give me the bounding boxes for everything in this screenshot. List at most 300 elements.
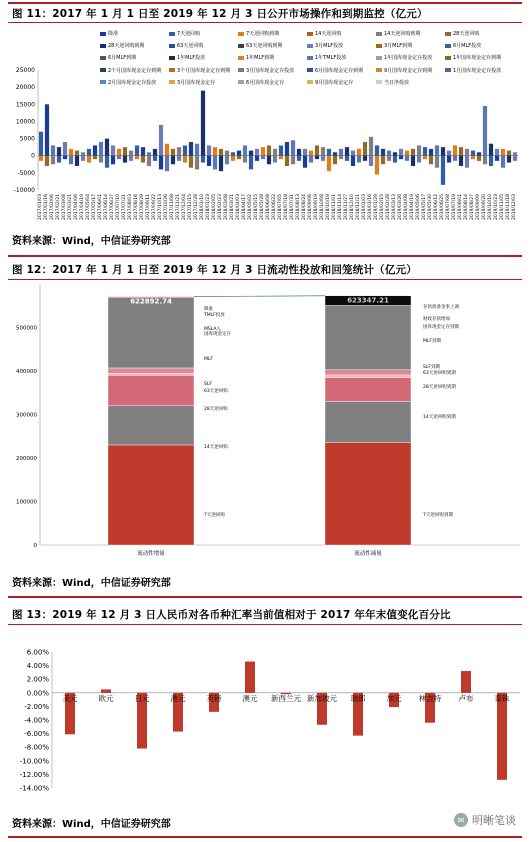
stack-segment bbox=[108, 297, 194, 367]
bar-positive bbox=[279, 145, 283, 155]
bar-negative bbox=[381, 156, 385, 165]
bar-negative bbox=[435, 156, 439, 168]
x-tick-label: 2017/05/17 bbox=[92, 194, 97, 220]
x-tick-label: 2018/05/02 bbox=[248, 194, 253, 220]
legend-label: 1年MLF到期 bbox=[246, 55, 275, 62]
legend-label: 3月国库现金定存投放 bbox=[246, 67, 295, 74]
fig11-source: 资料来源：Wind，中信证券研究部 bbox=[12, 236, 171, 247]
bar-negative bbox=[231, 156, 235, 161]
bar-positive bbox=[207, 145, 211, 155]
y-tick-label: -8.00% bbox=[24, 743, 49, 752]
fig13-bottom-rule bbox=[8, 836, 522, 838]
bar-positive bbox=[81, 152, 85, 155]
bar-positive bbox=[99, 142, 103, 156]
bar-positive bbox=[285, 142, 289, 156]
bar-negative bbox=[339, 156, 343, 159]
x-tick-label: 2018/01/23 bbox=[206, 194, 211, 220]
bar-negative bbox=[351, 156, 355, 166]
bar-positive bbox=[315, 145, 319, 155]
x-tick-label: 2019/11/18 bbox=[506, 194, 511, 220]
bar-negative bbox=[285, 156, 289, 166]
x-tick-label: 2019/08/27 bbox=[470, 194, 475, 220]
legend-label: 1年国库现金定存到期 bbox=[453, 55, 502, 62]
bar-positive bbox=[123, 147, 127, 156]
stack-segment bbox=[325, 375, 411, 378]
legend-label: 6月MLF到期 bbox=[108, 55, 137, 62]
bar-negative bbox=[39, 156, 43, 161]
x-tick-label: 2018/07/05 bbox=[278, 194, 283, 220]
x-category-label: 泰铢 bbox=[494, 693, 510, 703]
x-tick-label: 2019/01/03 bbox=[362, 194, 367, 220]
bar-positive bbox=[327, 149, 331, 156]
bar-negative bbox=[165, 156, 169, 171]
x-tick-label: 2017/01/16 bbox=[44, 194, 49, 220]
bar-positive bbox=[339, 149, 343, 156]
bar-negative bbox=[225, 156, 229, 165]
x-tick-label: 2019/06/12 bbox=[434, 194, 439, 220]
bar-negative bbox=[261, 156, 265, 159]
x-tick-label: 2019/12/03 bbox=[512, 194, 517, 220]
x-tick-label: 2017/08/03 bbox=[128, 194, 133, 220]
bar-negative bbox=[363, 156, 367, 161]
bar-negative bbox=[273, 156, 277, 163]
x-tick-label: 2018/11/14 bbox=[338, 194, 343, 220]
fig13-title: 图 13：2019 年 12 月 3 日人民币对各币种汇率当前值相对于 2017 年年末值变化百分比 bbox=[12, 609, 451, 621]
bar-positive bbox=[93, 145, 97, 155]
legend-label: 降准 bbox=[108, 31, 119, 37]
bar-positive bbox=[105, 139, 109, 156]
y-tick-label: 25000 bbox=[15, 67, 35, 74]
x-tick-label: 2018/10/19 bbox=[326, 194, 331, 220]
stack-segment bbox=[325, 401, 411, 442]
legend-label: 28天逆回购到期 bbox=[108, 43, 145, 50]
fig11-chart bbox=[0, 0, 532, 230]
bar-negative bbox=[453, 156, 457, 161]
bar-negative bbox=[255, 156, 259, 161]
stack-segment bbox=[108, 406, 194, 445]
bar-negative bbox=[141, 156, 145, 163]
segment-label-right: SLF到期 bbox=[423, 365, 440, 370]
x-category-label: 欧元 bbox=[98, 693, 114, 703]
y-tick-label: -10000 bbox=[13, 187, 35, 194]
x-tick-label: 2019/05/30 bbox=[428, 194, 433, 220]
legend-label: 6月国库现金定存 bbox=[246, 79, 285, 86]
x-tick-label: 2019/10/23 bbox=[494, 194, 499, 220]
x-tick-label: 2019/03/26 bbox=[398, 194, 403, 220]
watermark-text: 明晰笔谈 bbox=[472, 814, 516, 827]
bar-positive bbox=[321, 147, 325, 156]
segment-label-right: 28天逆回购到期 bbox=[423, 385, 456, 390]
bar-negative bbox=[93, 156, 97, 159]
bar-positive bbox=[435, 145, 439, 155]
bar-positive bbox=[411, 149, 415, 156]
x-category-label: 加元 bbox=[386, 693, 402, 703]
bar-positive bbox=[423, 147, 427, 156]
y-tick-label: 4.00% bbox=[26, 662, 49, 671]
bar bbox=[497, 693, 507, 780]
bar-positive bbox=[459, 147, 463, 156]
x-tick-label: 2018/09/19 bbox=[314, 194, 319, 220]
x-tick-label: 2019/07/08 bbox=[446, 194, 451, 220]
bar-positive bbox=[213, 147, 217, 156]
y-tick-label: -10.00% bbox=[19, 757, 49, 766]
bar-positive bbox=[159, 125, 163, 156]
stack-segment bbox=[108, 368, 194, 373]
bar-negative bbox=[147, 156, 151, 166]
bar-negative bbox=[471, 156, 475, 159]
bar-negative bbox=[357, 156, 361, 163]
legend-label: 3月MLF到期 bbox=[384, 43, 413, 50]
legend-label: 1年MLF投放 bbox=[177, 55, 206, 62]
y-tick-label: 15000 bbox=[15, 101, 35, 109]
bar-negative bbox=[51, 156, 55, 165]
stack-segment bbox=[325, 443, 411, 545]
bar-negative bbox=[105, 156, 109, 168]
bar bbox=[461, 671, 471, 693]
bar-negative bbox=[513, 156, 517, 161]
x-tick-label: 2017/12/15 bbox=[188, 194, 193, 220]
legend-label: 3个月国库现金定存到期 bbox=[177, 67, 231, 74]
x-tick-label: 2018/04/03 bbox=[236, 194, 241, 220]
bar-negative bbox=[183, 156, 187, 163]
bar-positive bbox=[39, 132, 43, 156]
segment-label-right: MLF到期 bbox=[423, 339, 441, 344]
x-tick-label: 2017/04/19 bbox=[80, 194, 85, 220]
bar-negative bbox=[465, 156, 469, 168]
x-category-label: 日元 bbox=[134, 693, 150, 703]
x-category-label: 港元 bbox=[170, 693, 186, 703]
x-tick-label: 2019/11/05 bbox=[500, 194, 505, 220]
x-tick-label: 2018/12/10 bbox=[350, 194, 355, 220]
bar-positive bbox=[351, 151, 355, 156]
y-tick-label: -12.00% bbox=[19, 770, 49, 779]
fig11-bottom-rule bbox=[8, 255, 522, 257]
x-tick-label: 2018/05/28 bbox=[260, 194, 265, 220]
x-tick-label: 2018/03/08 bbox=[224, 194, 229, 220]
bar-negative bbox=[417, 156, 421, 163]
stack-segment bbox=[108, 375, 194, 405]
bar-negative bbox=[405, 156, 409, 161]
watermark bbox=[454, 812, 516, 828]
bar-negative bbox=[99, 156, 103, 163]
bar-negative bbox=[291, 156, 295, 165]
bar-positive bbox=[375, 145, 379, 155]
segment-label-left: MLF bbox=[204, 357, 213, 362]
bar-negative bbox=[129, 156, 133, 161]
legend-label: 6月MLF投放 bbox=[453, 43, 482, 50]
bar-negative bbox=[375, 156, 379, 175]
bar-positive bbox=[363, 142, 367, 156]
bar-positive bbox=[201, 91, 205, 156]
fig12-title: 图 12：2017 年 1 月 1 日至 2019 年 12 月 3 日流动性投放和回笼统计（亿元） bbox=[12, 264, 417, 276]
x-category-label: 新西兰元 bbox=[271, 693, 301, 703]
legend-label: 7天逆回购 bbox=[177, 31, 201, 37]
bar-negative bbox=[411, 156, 415, 166]
x-tick-label: 2017/07/21 bbox=[122, 194, 127, 220]
x-tick-label: 2017/08/16 bbox=[134, 194, 139, 220]
segment-label-right: 7天逆回购到期 bbox=[423, 513, 453, 518]
x-tick-label: 2017/03/21 bbox=[68, 194, 73, 220]
x-tick-label: 2019/09/20 bbox=[482, 194, 487, 220]
x-tick-label: 2017/10/13 bbox=[158, 194, 163, 220]
y-tick-label: -14.00% bbox=[19, 784, 49, 793]
y-tick-label: 100000 bbox=[16, 499, 37, 506]
y-tick-label: 400000 bbox=[16, 369, 37, 375]
bar-negative bbox=[321, 156, 325, 161]
bar-positive bbox=[507, 151, 511, 156]
legend-label: 2个月国库现金定存到期 bbox=[108, 67, 162, 74]
bar-negative bbox=[423, 156, 427, 159]
bar-positive bbox=[309, 151, 313, 156]
legend-label: 28天逆回购 bbox=[453, 31, 480, 37]
bar-positive bbox=[165, 144, 169, 156]
bar-positive bbox=[441, 147, 445, 156]
bar-positive bbox=[219, 149, 223, 156]
bar-negative bbox=[477, 156, 481, 161]
bar-positive bbox=[225, 151, 229, 156]
bar-negative bbox=[345, 156, 349, 161]
y-tick-label: 6.00% bbox=[26, 648, 49, 657]
legend-label: 63天逆回购到期 bbox=[246, 43, 283, 50]
bar-negative bbox=[393, 156, 397, 163]
bar-positive bbox=[237, 151, 241, 156]
bar-positive bbox=[117, 149, 121, 156]
x-tick-label: 2018/11/01 bbox=[332, 194, 337, 220]
bar-positive bbox=[297, 149, 301, 156]
x-tick-label: 2019/09/09 bbox=[476, 194, 481, 220]
stack-segment bbox=[325, 370, 411, 375]
x-tick-label: 2017/07/10 bbox=[116, 194, 121, 220]
bar-positive bbox=[255, 149, 259, 156]
bar-negative bbox=[249, 156, 253, 170]
bar-positive bbox=[393, 152, 397, 155]
segment-label-left: 63天逆回购 bbox=[204, 389, 228, 394]
y-tick-label: 200000 bbox=[16, 456, 37, 462]
bar-negative bbox=[447, 156, 451, 163]
x-category-label: 英镑 bbox=[206, 693, 222, 703]
bar-positive bbox=[381, 149, 385, 156]
y-tick-label: 2.00% bbox=[26, 675, 49, 684]
stack-segment bbox=[325, 378, 411, 402]
bar-negative bbox=[237, 156, 241, 159]
segment-label-left: SLF bbox=[204, 382, 212, 387]
bar-negative bbox=[171, 156, 175, 165]
legend-label: 当日净投放 bbox=[384, 79, 410, 86]
bar-positive bbox=[387, 151, 391, 156]
bar-negative bbox=[327, 156, 331, 171]
fig12-source: 资料来源：Wind，中信证券研究部 bbox=[12, 578, 171, 589]
bar-positive bbox=[111, 145, 115, 155]
legend-label: 14天逆回购 bbox=[315, 31, 342, 37]
fig12-bottom-rule bbox=[8, 596, 522, 598]
x-tick-label: 2018/06/22 bbox=[272, 194, 277, 220]
bar-negative bbox=[75, 156, 79, 166]
bar-negative bbox=[267, 156, 271, 165]
legend-label: 63天逆回购 bbox=[177, 43, 204, 50]
legend-label: 9月国库现金定存到期 bbox=[384, 67, 433, 74]
bar-positive bbox=[177, 147, 181, 156]
bar-positive bbox=[447, 151, 451, 156]
fig13-source: 资料来源：Wind，中信证券研究部 bbox=[12, 819, 171, 830]
bar-positive bbox=[477, 152, 481, 155]
bar-positive bbox=[75, 151, 79, 156]
legend-label: 1年TMLF投放 bbox=[315, 55, 347, 62]
bar-positive bbox=[171, 149, 175, 156]
y-tick-label: -6.00% bbox=[24, 730, 49, 739]
bar-negative bbox=[159, 156, 163, 170]
bar-positive bbox=[303, 149, 307, 156]
segment-label-left: 7天逆回购 bbox=[204, 513, 225, 518]
stack-segment bbox=[325, 305, 411, 369]
x-tick-label: 2018/09/06 bbox=[308, 194, 313, 220]
x-tick-label: 2019/05/17 bbox=[422, 194, 427, 220]
segment-label-left: 28天逆回购 bbox=[204, 407, 228, 412]
bar-positive bbox=[333, 152, 337, 155]
segment-label-right: 财政存款增加 bbox=[423, 317, 450, 322]
bar-negative bbox=[213, 156, 217, 170]
x-tick-label: 2017/11/21 bbox=[176, 194, 181, 220]
x-tick-label: 2018/03/21 bbox=[230, 194, 235, 220]
segment-label-right: 14天逆回购到期 bbox=[423, 415, 456, 420]
legend-label: 1月国库现金定存投放 bbox=[453, 67, 502, 74]
bar-negative bbox=[57, 156, 61, 163]
bar-negative bbox=[117, 156, 121, 159]
x-tick-label: 2017/10/26 bbox=[164, 194, 169, 220]
bar-negative bbox=[69, 156, 73, 165]
wechat-icon: ✉ bbox=[454, 813, 468, 827]
bar-positive bbox=[249, 151, 253, 156]
bar-negative bbox=[219, 156, 223, 171]
x-tick-label: 2017/06/14 bbox=[104, 194, 109, 220]
legend-label: 7天逆回购到期 bbox=[246, 31, 280, 37]
segment-label-right: 63天逆回购到期 bbox=[423, 371, 456, 376]
bar-positive bbox=[57, 147, 61, 156]
legend-label: 9月国库现金定存 bbox=[315, 79, 354, 86]
y-tick-label: 10000 bbox=[15, 118, 35, 126]
fig13-chart bbox=[0, 630, 532, 810]
bar-positive bbox=[483, 106, 487, 156]
bar-positive bbox=[51, 145, 55, 155]
legend-label: 1年国库现金定存投放 bbox=[384, 55, 433, 62]
bar-negative bbox=[87, 156, 91, 163]
bar-negative bbox=[441, 156, 445, 185]
y-tick-label: 0 bbox=[33, 543, 37, 549]
bar-negative bbox=[507, 156, 511, 163]
x-tick-label: 2017/02/21 bbox=[56, 194, 61, 220]
bar-positive bbox=[141, 147, 145, 156]
x-tick-label: 2018/07/18 bbox=[284, 194, 289, 220]
bar-negative bbox=[369, 156, 373, 166]
x-tick-label: 2018/06/08 bbox=[266, 194, 271, 220]
x-tick-label: 2018/12/21 bbox=[356, 194, 361, 220]
x-tick-label: 2019/06/25 bbox=[440, 194, 445, 220]
bar-positive bbox=[267, 145, 271, 155]
bar-negative bbox=[135, 156, 139, 159]
bar-positive bbox=[153, 149, 157, 156]
y-tick-label: 5000 bbox=[19, 135, 35, 143]
bar-negative bbox=[387, 156, 391, 161]
total-label-right: 623347.21 bbox=[347, 296, 389, 305]
bar-negative bbox=[153, 156, 157, 161]
x-tick-label: 2017/12/28 bbox=[194, 194, 199, 220]
x-tick-label: 2018/07/31 bbox=[290, 194, 295, 220]
bar-positive bbox=[189, 142, 193, 156]
bar-positive bbox=[429, 149, 433, 156]
bar-negative bbox=[201, 156, 205, 163]
legend-label: 6月国库现金定存到期 bbox=[315, 67, 364, 74]
stack-segment bbox=[108, 445, 194, 545]
segment-label-right: 存款准备金率上调 bbox=[423, 305, 459, 310]
x-tick-label: 2019/07/19 bbox=[452, 194, 457, 220]
bar-negative bbox=[177, 156, 181, 161]
x-tick-label: 2018/02/05 bbox=[212, 194, 217, 220]
x-tick-label: 2019/05/06 bbox=[416, 194, 421, 220]
x-tick-label: 2019/02/15 bbox=[380, 194, 385, 220]
x-category-label: 新加坡元 bbox=[307, 693, 337, 703]
x-tick-label: 2017/06/27 bbox=[110, 194, 115, 220]
y-tick-label: -2.00% bbox=[24, 702, 49, 711]
fig12-chart bbox=[0, 280, 532, 580]
x-tick-label: 2019/01/29 bbox=[374, 194, 379, 220]
x-tick-label: 2017/05/04 bbox=[86, 194, 91, 220]
bar-positive bbox=[495, 149, 499, 156]
segment-label-left: TMLF投放 bbox=[204, 313, 225, 318]
bar-positive bbox=[147, 152, 151, 155]
bar-positive bbox=[501, 149, 505, 156]
bar-negative bbox=[333, 156, 337, 165]
x-tick-label: 2017/06/01 bbox=[98, 194, 103, 220]
bar-negative bbox=[63, 156, 67, 159]
y-tick-label: 500000 bbox=[16, 325, 37, 332]
bar-negative bbox=[399, 156, 403, 159]
bar-positive bbox=[129, 151, 133, 156]
x-tick-label: 2019/10/10 bbox=[488, 194, 493, 220]
x-tick-label: 2017/03/08 bbox=[62, 194, 67, 220]
bar-negative bbox=[303, 156, 307, 168]
x-category-label: 林吉特 bbox=[418, 693, 442, 703]
x-tick-label: 2018/08/13 bbox=[296, 194, 301, 220]
y-tick-label: 0 bbox=[31, 152, 35, 160]
segment-label-left: 降准 bbox=[204, 307, 213, 312]
x-category-label: 美元 bbox=[62, 693, 78, 703]
segment-label-right: 国库现金定存到期 bbox=[423, 325, 459, 330]
bar-positive bbox=[69, 149, 73, 156]
bar-negative bbox=[243, 156, 247, 163]
x-tick-label: 2017/12/04 bbox=[182, 194, 187, 220]
x-tick-label: 2018/05/15 bbox=[254, 194, 259, 220]
bar-negative bbox=[123, 156, 127, 163]
bar-negative bbox=[279, 156, 283, 159]
x-tick-label: 2019/03/13 bbox=[392, 194, 397, 220]
bar-negative bbox=[489, 156, 493, 166]
y-tick-label: -5000 bbox=[17, 169, 35, 177]
x-tick-label: 2017/01/03 bbox=[38, 194, 43, 220]
x-tick-label: 2019/01/16 bbox=[368, 194, 373, 220]
bar-positive bbox=[489, 144, 493, 156]
bar-negative bbox=[189, 156, 193, 168]
bar-positive bbox=[405, 151, 409, 156]
bar-positive bbox=[243, 145, 247, 155]
bar-positive bbox=[465, 149, 469, 156]
segment-label-left: MSLA入 bbox=[204, 327, 221, 332]
bar-positive bbox=[63, 142, 67, 156]
bar-negative bbox=[429, 156, 433, 165]
bar-positive bbox=[417, 145, 421, 155]
bar-positive bbox=[87, 149, 91, 156]
x-category-label: 流动性减量 bbox=[354, 551, 382, 557]
x-tick-label: 2017/02/06 bbox=[50, 194, 55, 220]
bar-positive bbox=[231, 152, 235, 155]
